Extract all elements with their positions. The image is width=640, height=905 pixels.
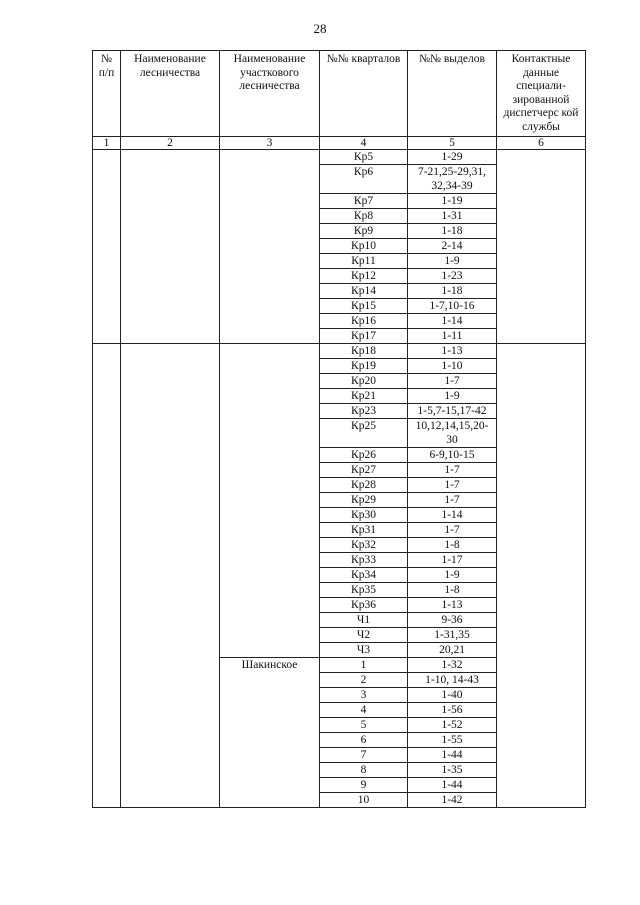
quarter-cell: Кр36 (320, 598, 408, 613)
header-number: № п/п (93, 51, 121, 137)
quarter-cell: Кр12 (320, 269, 408, 284)
header-contact: Контактные данные специали-зированной диспетчерс кой службы (497, 51, 586, 137)
allotment-cell: 1-42 (408, 793, 497, 808)
quarter-cell: 3 (320, 688, 408, 703)
quarter-cell: Кр11 (320, 254, 408, 269)
quarter-cell: 2 (320, 673, 408, 688)
allotment-cell: 1-7 (408, 523, 497, 538)
allotment-cell: 1-52 (408, 718, 497, 733)
allotment-cell: 1-18 (408, 284, 497, 299)
district-forestry-cell (220, 344, 320, 658)
allotment-cell: 1-7 (408, 493, 497, 508)
allotment-cell: 1-31,35 (408, 628, 497, 643)
empty-forestry-cell (121, 150, 220, 344)
quarter-cell: Кр33 (320, 553, 408, 568)
allotment-cell: 1-7 (408, 478, 497, 493)
quarter-cell: Кр29 (320, 493, 408, 508)
empty-forestry-cell (121, 344, 220, 808)
quarter-cell: Кр17 (320, 329, 408, 344)
quarter-cell: Кр23 (320, 404, 408, 419)
header-row (93, 51, 586, 137)
allotment-cell: 1-56 (408, 703, 497, 718)
contact-cell (497, 344, 586, 808)
allotment-cell: 1-7,10-16 (408, 299, 497, 314)
quarter-cell: Ч1 (320, 613, 408, 628)
quarter-cell: Ч3 (320, 643, 408, 658)
header-allotments: №№ выделов (408, 51, 497, 137)
quarter-cell: 8 (320, 763, 408, 778)
allotment-cell: 1-14 (408, 314, 497, 329)
column-number: 2 (121, 137, 220, 150)
quarter-cell: 9 (320, 778, 408, 793)
header-district-forestry: Наименование участкового лесничества (220, 51, 320, 137)
allotment-cell: 1-14 (408, 508, 497, 523)
empty-number-cell (93, 344, 121, 808)
allotment-cell: 1-17 (408, 553, 497, 568)
allotment-cell: 7-21,25-29,31, 32,34-39 (408, 165, 497, 194)
allotment-cell: 9-36 (408, 613, 497, 628)
quarter-cell: Ч2 (320, 628, 408, 643)
quarter-cell: Кр25 (320, 419, 408, 448)
allotment-cell: 1-29 (408, 150, 497, 165)
quarter-cell: Кр16 (320, 314, 408, 329)
quarter-cell: Кр5 (320, 150, 408, 165)
allotment-cell: 1-19 (408, 194, 497, 209)
forest-table (92, 50, 586, 808)
allotment-cell: 1-55 (408, 733, 497, 748)
allotment-cell: 10,12,14,15,20-30 (408, 419, 497, 448)
contact-cell (497, 150, 586, 344)
quarter-cell: Кр34 (320, 568, 408, 583)
allotment-cell: 1-13 (408, 344, 497, 359)
page-number: 28 (313, 21, 327, 36)
column-number: 3 (220, 137, 320, 150)
column-number: 1 (93, 137, 121, 150)
quarter-cell: Кр30 (320, 508, 408, 523)
quarter-cell: Кр35 (320, 583, 408, 598)
allotment-cell: 1-7 (408, 463, 497, 478)
quarter-cell: Кр18 (320, 344, 408, 359)
table-body (93, 137, 586, 808)
allotment-cell: 1-35 (408, 763, 497, 778)
table-row (93, 344, 586, 359)
quarter-cell: 4 (320, 703, 408, 718)
allotment-cell: 6-9,10-15 (408, 448, 497, 463)
empty-number-cell (93, 150, 121, 344)
quarter-cell: 7 (320, 748, 408, 763)
quarter-cell: 6 (320, 733, 408, 748)
allotment-cell: 1-40 (408, 688, 497, 703)
quarter-cell: 5 (320, 718, 408, 733)
allotment-cell: 1-9 (408, 389, 497, 404)
allotment-cell: 1-7 (408, 374, 497, 389)
allotment-cell: 1-44 (408, 778, 497, 793)
district-forestry-cell: Шакинское (220, 658, 320, 808)
quarter-cell: 1 (320, 658, 408, 673)
allotment-cell: 1-8 (408, 583, 497, 598)
quarter-cell: 10 (320, 793, 408, 808)
quarter-cell: Кр31 (320, 523, 408, 538)
allotment-cell: 1-44 (408, 748, 497, 763)
allotment-cell: 1-13 (408, 598, 497, 613)
column-number-row (93, 137, 586, 150)
quarter-cell: Кр14 (320, 284, 408, 299)
allotment-cell: 2-14 (408, 239, 497, 254)
allotment-cell: 1-23 (408, 269, 497, 284)
quarter-cell: Кр20 (320, 374, 408, 389)
header-quarters: №№ кварталов (320, 51, 408, 137)
allotment-cell: 1-31 (408, 209, 497, 224)
quarter-cell: Кр9 (320, 224, 408, 239)
quarter-cell: Кр6 (320, 165, 408, 194)
allotment-cell: 1-5,7-15,17-42 (408, 404, 497, 419)
allotment-cell: 1-9 (408, 568, 497, 583)
allotment-cell: 1-11 (408, 329, 497, 344)
allotment-cell: 20,21 (408, 643, 497, 658)
column-number: 6 (497, 137, 586, 150)
allotment-cell: 1-32 (408, 658, 497, 673)
allotment-cell: 1-18 (408, 224, 497, 239)
quarter-cell: Кр26 (320, 448, 408, 463)
quarter-cell: Кр19 (320, 359, 408, 374)
quarter-cell: Кр32 (320, 538, 408, 553)
quarter-cell: Кр27 (320, 463, 408, 478)
table-row (93, 150, 586, 165)
allotment-cell: 1-8 (408, 538, 497, 553)
quarter-cell: Кр21 (320, 389, 408, 404)
header-forestry: Наименование лесничества (121, 51, 220, 137)
district-forestry-cell (220, 150, 320, 344)
quarter-cell: Кр8 (320, 209, 408, 224)
quarter-cell: Кр7 (320, 194, 408, 209)
quarter-cell: Кр28 (320, 478, 408, 493)
allotment-cell: 1-10, 14-43 (408, 673, 497, 688)
allotment-cell: 1-9 (408, 254, 497, 269)
quarter-cell: Кр10 (320, 239, 408, 254)
column-number: 4 (320, 137, 408, 150)
column-number: 5 (408, 137, 497, 150)
allotment-cell: 1-10 (408, 359, 497, 374)
quarter-cell: Кр15 (320, 299, 408, 314)
